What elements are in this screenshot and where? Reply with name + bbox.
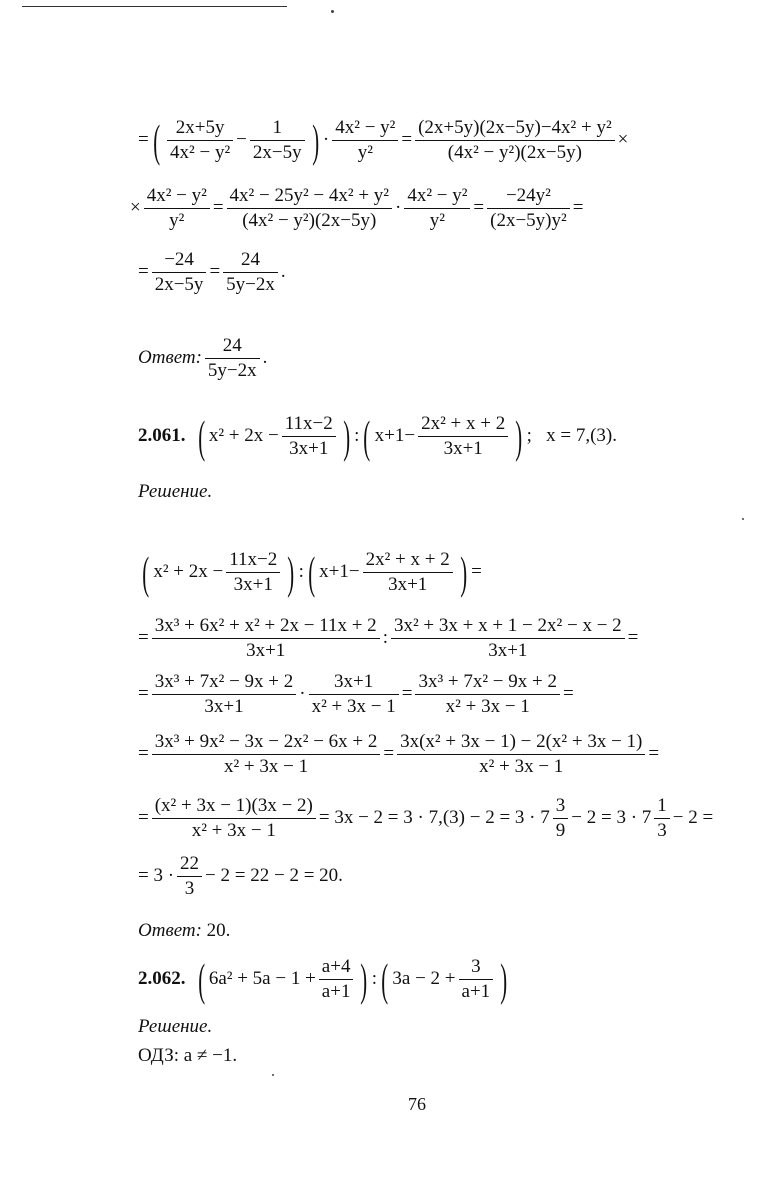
op: : [382, 626, 388, 648]
numerator: 3x³ + 7x² − 9x + 2 [418, 671, 557, 692]
denominator: y² [144, 208, 210, 233]
problem-2062 [138, 955, 512, 1004]
denominator: y² [332, 140, 398, 165]
denominator: y² [404, 208, 470, 233]
numerator: 1 [272, 117, 282, 138]
term: x+1− [319, 560, 360, 582]
fraction [309, 670, 399, 719]
fraction [397, 730, 645, 779]
period: . [262, 346, 268, 368]
numerator: 1 [657, 795, 667, 816]
expression: − 2 = [672, 806, 714, 828]
denominator: 5y−2x [223, 272, 278, 297]
eq-sign: = [648, 742, 660, 764]
denominator: 3x+1 [282, 436, 336, 461]
eq-sign: = [138, 682, 149, 704]
numerator: −24y² [505, 185, 551, 206]
denominator: 2x−5y [250, 140, 305, 165]
solution-line-2 [138, 614, 638, 663]
numerator: 11x−2 [284, 413, 333, 434]
numerator: 2x² + x + 2 [421, 413, 506, 434]
denominator: 3 [177, 876, 202, 901]
paren-open: ( [308, 546, 315, 598]
term: x² + 2x − [208, 424, 279, 446]
fraction [415, 116, 615, 165]
paren-close: ) [360, 953, 368, 1005]
eq-sign: = [138, 742, 149, 764]
denominator: 3x+1 [363, 572, 453, 597]
numerator: 3x³ + 7x² − 9x + 2 [154, 671, 294, 692]
page-number: 76 [408, 1094, 426, 1114]
fraction [223, 248, 278, 297]
denominator: 9 [553, 818, 569, 843]
term: x+1− [374, 424, 416, 446]
numerator: 3 [555, 795, 566, 816]
denominator: (4x² − y²)(2x−5y) [227, 208, 392, 233]
numerator: 2x+5y [175, 117, 225, 138]
denominator: x² + 3x − 1 [415, 694, 560, 719]
numerator: 4x² − y² [146, 185, 207, 206]
numerator: 3 [471, 956, 481, 977]
fraction [282, 412, 336, 461]
answer-label: Ответ: [138, 920, 202, 941]
denominator: 3x+1 [391, 638, 625, 663]
denominator: 3x+1 [152, 694, 297, 719]
fraction [152, 730, 381, 779]
solution-line-1 [138, 548, 482, 597]
fraction [319, 955, 354, 1004]
eq-sign: = [138, 806, 149, 828]
denominator: 3x+1 [226, 572, 280, 597]
expression: − 2 = 3 · 7 [571, 806, 652, 828]
denominator: x² + 3x − 1 [309, 694, 399, 719]
expression: = 3x − 2 = 3 · 7,(3) − 2 = 3 · 7 [318, 806, 550, 828]
op: × [617, 128, 629, 150]
paren-open: ( [152, 114, 160, 166]
equation-line-2 [130, 184, 583, 233]
eq-sign: = [627, 626, 639, 648]
eq-sign: = [401, 128, 413, 150]
denominator: a+1 [459, 979, 494, 1004]
denominator: 3x+1 [152, 638, 380, 663]
problem-number: 2.061. [138, 424, 186, 446]
numerator: 24 [241, 249, 261, 270]
answer-label: Ответ: [138, 346, 202, 368]
op: − [236, 128, 247, 150]
fraction [152, 794, 316, 843]
numerator: 4x² − y² [335, 117, 396, 138]
denominator: x² + 3x − 1 [152, 818, 316, 843]
denominator: 2x−5y [152, 272, 207, 297]
numerator: 4x² − y² [407, 185, 468, 206]
solution-line-3 [138, 670, 574, 719]
eq-sign: = [212, 196, 224, 218]
eq-sign: = [563, 682, 574, 704]
expression: − 2 = 22 − 2 = 20. [205, 864, 343, 886]
fraction [363, 548, 453, 597]
numerator: (x² + 3x − 1)(3x − 2) [154, 795, 313, 816]
denominator: x² + 3x − 1 [397, 754, 645, 779]
fraction [415, 670, 560, 719]
op: : [371, 967, 378, 989]
equation-line-1 [138, 116, 628, 165]
paren-close: ) [342, 410, 350, 462]
fraction [167, 116, 233, 165]
denominator: a+1 [319, 979, 354, 1004]
fraction [250, 116, 305, 165]
term: x² + 2x − [153, 560, 224, 582]
op: : [354, 424, 360, 446]
numerator: 3x³ + 6x² + x² + 2x − 11x + 2 [154, 615, 377, 636]
denominator: 4x² − y² [167, 140, 233, 165]
eq-sign: = [138, 626, 149, 648]
fraction [177, 852, 202, 901]
op: · [394, 196, 402, 218]
fraction [332, 116, 398, 165]
fraction [404, 184, 470, 233]
paren-close: ) [311, 114, 319, 166]
numerator: (2x+5y)(2x−5y)−4x² + y² [418, 117, 612, 138]
denominator: 5y−2x [205, 358, 260, 383]
op: · [322, 128, 330, 150]
fraction [152, 670, 297, 719]
answer-line-2 [138, 920, 230, 942]
op: × [130, 196, 141, 218]
period: . [280, 260, 286, 282]
numerator: 3x+1 [334, 671, 374, 692]
op: : [298, 560, 304, 582]
speck [272, 1074, 274, 1076]
op: ; [526, 424, 532, 446]
numerator: 3x(x² + 3x − 1) − 2(x² + 3x − 1) [400, 731, 643, 752]
numerator: 24 [222, 335, 242, 356]
fraction [226, 548, 280, 597]
fraction [459, 955, 494, 1004]
numerator: 11x−2 [229, 549, 278, 570]
op: · [299, 682, 306, 704]
term: 6a² + 5a − 1 + [208, 967, 316, 989]
denominator: x² + 3x − 1 [152, 754, 381, 779]
eq-sign: = [572, 196, 584, 218]
answer-value: 20. [206, 920, 231, 941]
numerator: 22 [180, 853, 200, 874]
fraction [144, 184, 210, 233]
x-value: x = 7,(3). [546, 424, 617, 446]
paren-open: ( [197, 410, 205, 462]
eq-sign: = [471, 560, 482, 582]
numerator: 2x² + x + 2 [365, 549, 450, 570]
fraction [152, 614, 380, 663]
denominator: (2x−5y)y² [487, 208, 570, 233]
numerator: a+4 [321, 956, 351, 977]
solution-line-4 [138, 730, 659, 779]
paren-close: ) [287, 546, 295, 598]
fraction [553, 794, 569, 843]
solution-label-1: Решение. [138, 481, 213, 502]
fraction [152, 248, 207, 297]
fraction [487, 184, 570, 233]
problem-2061 [138, 412, 617, 461]
solution-label-2: Решение. [138, 1016, 213, 1037]
eq-sign: = [383, 742, 395, 764]
equation-line-3 [138, 248, 286, 297]
eq-sign: = [138, 128, 149, 150]
denominator: 3 [654, 818, 670, 843]
paren-open: ( [381, 953, 389, 1005]
eq-sign: = [138, 260, 149, 282]
paren-close: ) [515, 410, 523, 462]
solution-line-5 [138, 794, 713, 843]
paren-open: ( [142, 546, 150, 598]
problem-number: 2.062. [138, 967, 186, 989]
fraction [205, 334, 260, 383]
numerator: −24 [164, 249, 194, 270]
eq-sign: = [473, 196, 485, 218]
answer-line-1 [138, 334, 267, 383]
fraction [654, 794, 670, 843]
fraction [391, 614, 625, 663]
term: 3a − 2 + [392, 967, 456, 989]
odz-line: ОДЗ: a ≠ −1. [138, 1045, 238, 1066]
paren-open: ( [363, 410, 371, 462]
denominator: 3x+1 [418, 436, 508, 461]
paren-open: ( [197, 953, 205, 1005]
paren-close: ) [459, 546, 467, 598]
eq-sign: = [401, 682, 413, 704]
fraction [227, 184, 392, 233]
speck [742, 518, 744, 520]
eq-sign: = [209, 260, 221, 282]
top-rule [22, 6, 287, 7]
fraction [418, 412, 508, 461]
denominator: (4x² − y²)(2x−5y) [415, 140, 615, 165]
paren-close: ) [500, 953, 508, 1005]
numerator: 4x² − 25y² − 4x² + y² [229, 185, 389, 206]
numerator: 3x² + 3x + x + 1 − 2x² − x − 2 [393, 615, 622, 636]
solution-line-6 [138, 852, 343, 901]
numerator: 3x³ + 9x² − 3x − 2x² − 6x + 2 [154, 731, 378, 752]
speck [331, 10, 334, 13]
expression: = 3 · [138, 864, 175, 886]
